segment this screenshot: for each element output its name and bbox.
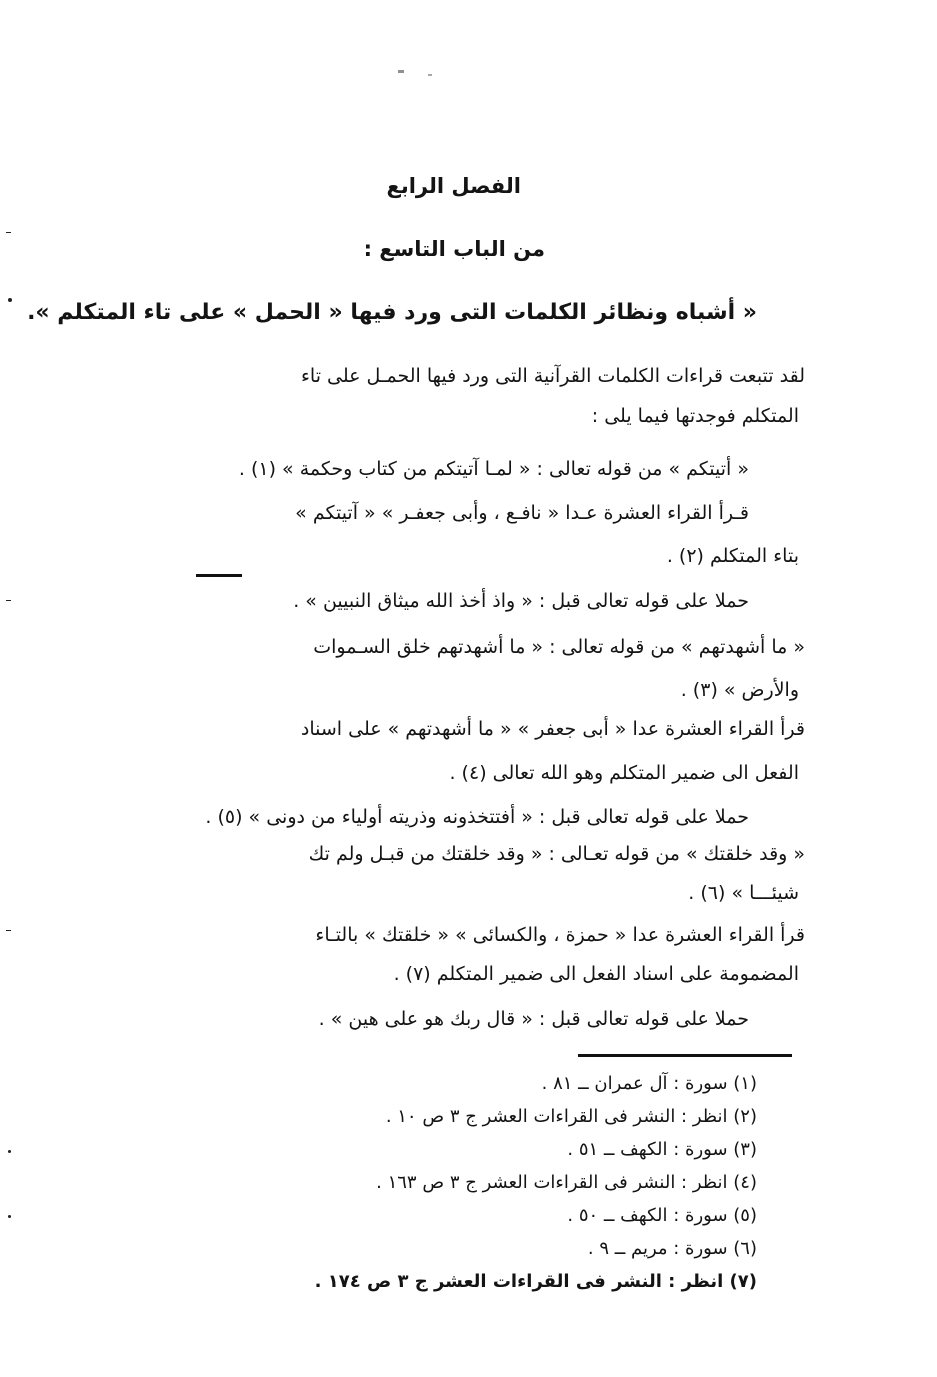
- body-line: حملا على قوله تعالى قبل : « أفتتخذونه وذريته أولياء من دونى » (٥) .: [205, 806, 749, 828]
- footnote: (١) سورة : آل عمران ــ ٨١ .: [541, 1073, 757, 1094]
- body-line: حملا على قوله تعالى قبل : « واذ أخذ الله ميثاق النبيين » .: [293, 590, 749, 612]
- scan-mark: [6, 232, 11, 233]
- body-line: « أتيتكم » من قوله تعالى : « لمـا آتيتكم من كتاب وحكمة » (١) .: [238, 458, 749, 480]
- footnote: (٦) سورة : مريم ــ ٩ .: [587, 1238, 757, 1259]
- body-line: بتاء المتكلم (٢) .: [666, 545, 799, 567]
- footnote: (٢) انظر : النشر فى القراءات العشر ج ٣ ص ١٠ .: [385, 1106, 757, 1127]
- body-line: والأرض » (٣) .: [680, 679, 799, 701]
- body-line: المضمومة على اسناد الفعل الى ضمير المتكلم (٧) .: [393, 963, 799, 985]
- body-line: « ما أشهدتهم » من قوله تعالى : « ما أشهدتهم خلق السـموات: [313, 636, 805, 658]
- body-line: المتكلم فوجدتها فيما يلى :: [591, 405, 799, 427]
- scan-mark: [8, 1215, 11, 1218]
- body-line: الفعل الى ضمير المتكلم وهو الله تعالى (٤) .: [449, 762, 799, 784]
- chapter-subtitle: من الباب التاسع :: [363, 237, 545, 261]
- footnote: (٧) انظر : النشر فى القراءات العشر ج ٣ ص ١٧٤ .: [314, 1271, 757, 1292]
- footnote: (٤) انظر : النشر فى القراءات العشر ج ٣ ص ١٦٣ .: [376, 1172, 757, 1193]
- footnote: (٥) سورة : الكهف ــ ٥٠ .: [567, 1205, 757, 1226]
- scan-mark: [6, 600, 11, 601]
- scan-mark: [428, 74, 432, 76]
- body-line: حملا على قوله تعالى قبل : « قال ربك هو على هين » .: [318, 1008, 749, 1030]
- chapter-title: الفصل الرابع: [386, 174, 521, 198]
- body-line: « وقد خلقتك » من قوله تعـالى : « وقد خلقتك من قبـل ولم تك: [308, 843, 805, 865]
- body-line: لقد تتبعت قراءات الكلمات القرآنية التى ورد فيها الحمـل على تاء: [300, 365, 805, 387]
- ink-mark: [196, 574, 242, 577]
- footnote: (٣) سورة : الكهف ــ ٥١ .: [567, 1139, 757, 1160]
- footnote-separator: [578, 1054, 792, 1057]
- scan-mark: [398, 70, 404, 73]
- body-line: قرأ القراء العشرة عدا « حمزة ، والكسائى » « خلقتك » بالتـاء: [315, 924, 805, 946]
- body-line: قرأ القراء العشرة عدا « أبى جعفر » « ما أشهدتهم » على اسناد: [300, 718, 805, 740]
- body-line: شيئـــا » (٦) .: [688, 882, 799, 904]
- section-heading: « أشباه ونظائر الكلمات التى ورد فيها « الحمل » على تاء المتكلم ».: [27, 300, 757, 325]
- body-line: قـرأ القراء العشرة عـدا « نافـع ، وأبى جعفـر » « آتيتكم »: [295, 502, 749, 524]
- scan-mark: [8, 298, 12, 302]
- scan-mark: [8, 1150, 11, 1153]
- scan-mark: [6, 930, 11, 931]
